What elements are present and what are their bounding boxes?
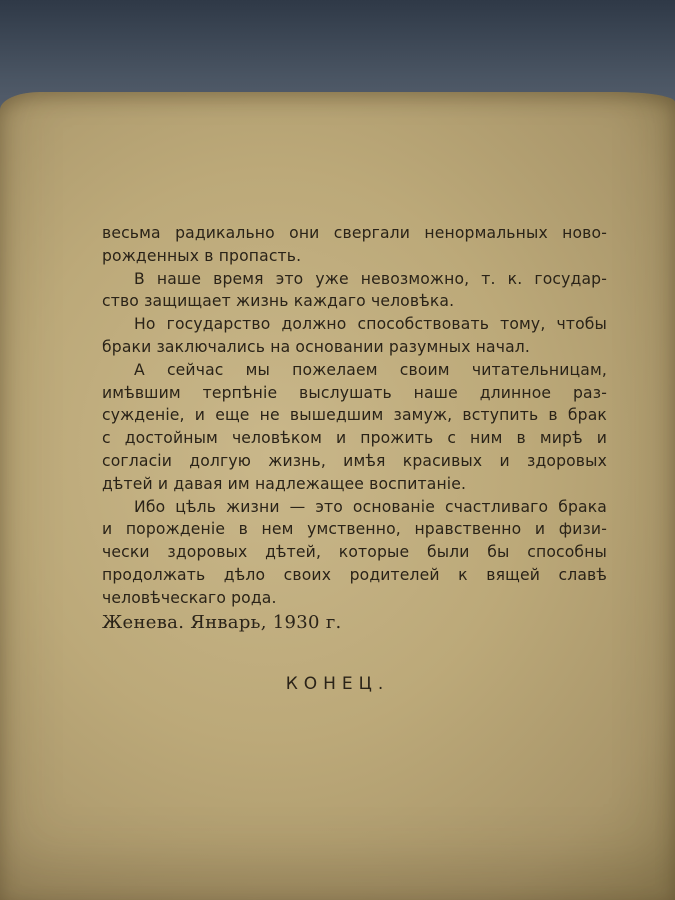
text-line: продолжать дѣло своих родителей к вящей славѣ (102, 565, 607, 584)
the-end-heading: КОНЕЦ. (285, 674, 390, 694)
place-date-signature: Женева. Январь, 1930 г. (102, 612, 342, 633)
text-line: сужденіе, и еще не вышедшим замуж, вступить в брак (102, 406, 607, 425)
text-line: Но государство должно способствовать тому, чтобы (134, 315, 607, 334)
text-line: Ибо цѣль жизни — это основаніе счастливаго брака (134, 497, 607, 516)
text-line: В наше время это уже невозможно, т. к. государ- (134, 269, 607, 288)
text-line: весьма радикально они свергали ненормальных ново- (102, 224, 607, 242)
text-line: с достойным человѣком и прожить с ним в мирѣ и (102, 429, 607, 448)
book-page (0, 92, 675, 900)
text-line: дѣтей и давая им надлежащее воспитаніе. (102, 474, 467, 493)
text-line: А сейчас мы пожелаем своим читательницам, (134, 360, 607, 379)
text-line: имѣвшим терпѣніе выслушать наше длинное раз- (102, 383, 607, 402)
text-line: и порожденіе в нем умственно, нравственно и физи- (102, 520, 607, 539)
text-line: чески здоровых дѣтей, которые были бы способны (102, 543, 607, 562)
text-line: согласіи долгую жизнь, имѣя красивых и здоровых (102, 451, 607, 470)
text-line: рожденных в пропасть. (102, 246, 302, 265)
text-line: ство защищает жизнь каждаго человѣка. (102, 292, 455, 311)
text-line: человѣческаго рода. (102, 588, 277, 607)
text-line: браки заключались на основании разумных начал. (102, 337, 531, 356)
body-text (102, 222, 607, 610)
